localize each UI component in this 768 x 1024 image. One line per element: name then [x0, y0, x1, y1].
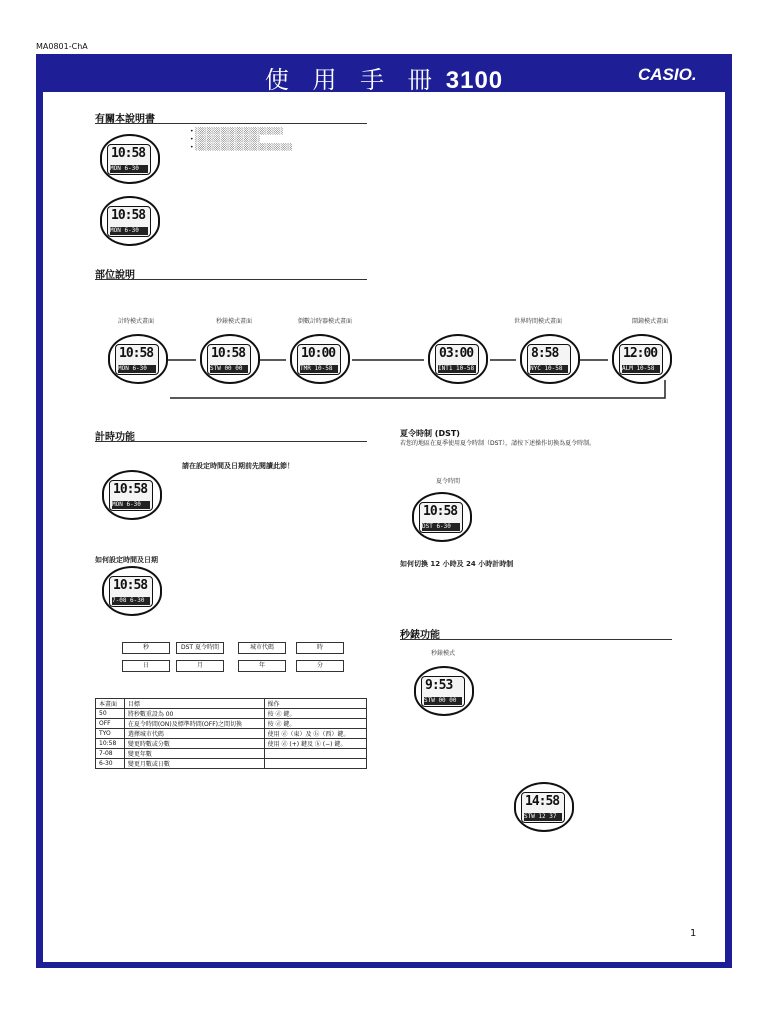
settings-table: 本畫面 目標 操作 50 將秒數重設為 00 按 ⓓ 鍵。 OFF 在夏令時間(ON)及標準時間(OFF)之間切換 按 ⓓ 鍵。 TYO 選擇城市代碼 使用 ⓓ（東）及 ⓑ（西）鍵。 10:58 變更時數或分數 使用 ⓓ (+) 鍵及 ⓑ (−) 鍵。 7-08 變更年數 6-30 變更月數或日數: [95, 698, 367, 769]
page-number: 1: [690, 928, 697, 939]
watch-timekeeping-diagram: 10:58 MON 6-30: [102, 470, 162, 520]
section-rule: [95, 123, 367, 124]
section-timekeeping-title: 計時功能: [95, 432, 135, 443]
stopwatch-label: 秒錶模式: [430, 650, 455, 657]
watch-countdown: 10:00 TMR 10-58: [290, 334, 350, 384]
mode-label: 秒錶模式畫面: [215, 318, 252, 325]
about-notes: • ░░░░░░░░░░░░░░░░░░░ • ░░░░░░░░░░░░░░ • ░░░░░░░░░░░░░░░░░░░░░: [190, 128, 293, 151]
watch-world-time: 8:58 NYC 10-58: [520, 334, 580, 384]
watch-setting-diagram: 10:58 7-08 6-30: [102, 566, 162, 616]
watch-stopwatch-diagram: 9:53 STW 00 00: [414, 666, 474, 716]
watch-stopwatch: 10:58 STW 00 00: [200, 334, 260, 384]
warning-text: 請在設定時間及日期前先閱讀此節！: [182, 462, 294, 470]
section-about-title: 有關本說明書: [95, 114, 155, 125]
watch-alarm: 12:00 ALM 10-58: [612, 334, 672, 384]
section-rule: [95, 279, 367, 280]
flow-step: 秒: [122, 642, 170, 654]
mode-label: 計時模式畫面: [117, 318, 154, 325]
watch-split-diagram: 14:58 STW 12 37: [514, 782, 574, 832]
section-parts-title: 部位說明: [95, 270, 135, 281]
subheading: 如何設定時間及日期: [95, 556, 158, 564]
flow-step: 分: [296, 660, 344, 672]
section-dst-title: 夏令時制 (DST): [400, 429, 460, 438]
flow-step: 日: [122, 660, 170, 672]
flow-step: 城市代碼: [238, 642, 286, 654]
section-rule: [95, 441, 367, 442]
mode-label: 鬧鐘模式畫面: [631, 318, 668, 325]
flow-step: 年: [238, 660, 286, 672]
section-stopwatch-title: 秒錶功能: [400, 630, 440, 641]
flow-step: 月: [176, 660, 224, 672]
flow-step: DST 夏令時間: [176, 642, 224, 654]
mode-label: 世界時間模式畫面: [513, 318, 562, 325]
section-rule: [400, 639, 672, 640]
brand-logo: CASIO.: [638, 65, 697, 84]
dst-note: 若您的地區在夏季使用夏令時制（DST），請按下述操作切換為夏令時制。: [400, 440, 596, 447]
flow-step: 時: [296, 642, 344, 654]
mode-flow-arrows: [160, 340, 680, 410]
mode-label: 倒數計時器模式畫面: [297, 318, 352, 325]
subheading-12-24: 如何切換 12 小時及 24 小時計時制: [400, 560, 514, 568]
watch-illustration: 10:58 MON 6-30: [100, 134, 160, 184]
watch-illustration: 10:58 MON 6-30: [100, 196, 160, 246]
watch-timekeeping: 10:58 MON 6-30: [108, 334, 168, 384]
watch-dst: 10:58 DST 6-30: [412, 492, 472, 542]
title-text: 使 用 手 冊: [264, 66, 440, 94]
model-number: 3100: [445, 67, 504, 94]
document-code: MA0801-ChA: [36, 42, 88, 51]
watch-countdown-alt: 03:00 INT1 10-58: [428, 334, 488, 384]
dst-label: 夏令時間: [435, 478, 460, 485]
